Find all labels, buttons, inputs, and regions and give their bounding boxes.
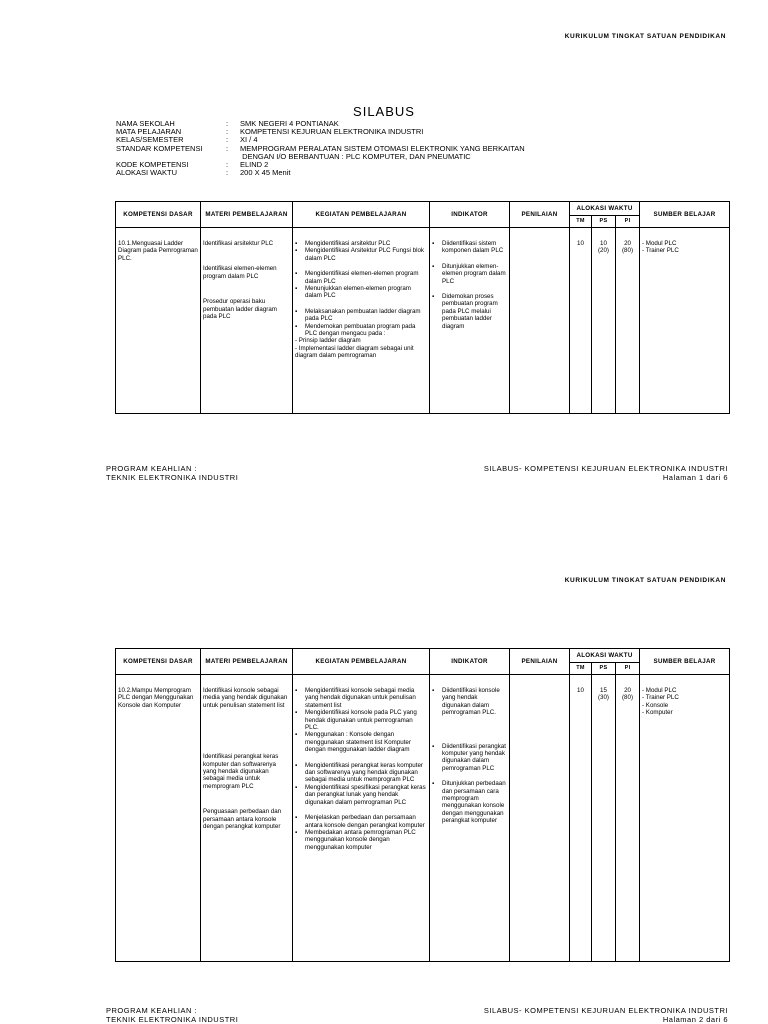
meta-value: 200 X 45 Menit bbox=[240, 168, 291, 178]
header-indikator: INDIKATOR bbox=[430, 202, 510, 228]
header-penilaian: PENILAIAN bbox=[510, 649, 570, 675]
cell-indikator bbox=[430, 675, 510, 962]
kegiatan-item: ▪ Membedakan antara pemrograman PLC menggunakan konsole dengan menggunakan komputer bbox=[295, 829, 427, 851]
kegiatan-subitem: - Implementasi ladder diagram sebagai unit diagram dalam pemrograman bbox=[295, 344, 414, 360]
header-alokasi: ALOKASI WAKTU bbox=[570, 202, 640, 216]
page2-footer-left bbox=[106, 1007, 238, 1024]
ps-value: 15 (30) bbox=[597, 687, 609, 702]
cell-penilaian bbox=[510, 675, 570, 962]
kegiatan-item: ▪ Mendemokan pembuatan program pada PLC dengan mengacu pada : bbox=[295, 323, 427, 338]
indikator-item: ▪ Diidentifikasi perangkat komputer yang hendak digunakan dalam pemrograman PLC bbox=[432, 743, 507, 773]
footer-page-number: Halaman 1 dari 6 bbox=[662, 472, 728, 482]
page2-footer-right bbox=[484, 1007, 728, 1024]
pi-value: 20 (80) bbox=[622, 240, 634, 255]
cell-kegiatan bbox=[293, 675, 430, 962]
cell-kegiatan bbox=[293, 228, 430, 414]
materi-item: Identifikasi elemen-elemen program dalam PLC bbox=[203, 265, 277, 280]
footer-program-value: TEKNIK ELEKTRONIKA INDUSTRI bbox=[106, 472, 239, 482]
tm-value: 10 bbox=[577, 240, 584, 247]
syllabus-table-1 bbox=[115, 201, 730, 414]
syllabus-table-2 bbox=[115, 648, 730, 962]
meta-key: KELAS/SEMESTER bbox=[116, 135, 184, 145]
cell-sumber bbox=[640, 228, 730, 414]
sumber-item: - Konsole bbox=[642, 701, 669, 709]
sumber-item: - Trainer PLC bbox=[642, 247, 679, 255]
cell-ps bbox=[592, 228, 616, 414]
meta-value: KOMPETENSI KEJURUAN ELEKTRONIKA INDUSTRI bbox=[240, 127, 424, 137]
meta-key: NAMA SEKOLAH bbox=[116, 119, 175, 128]
page1-footer-right bbox=[484, 465, 728, 482]
syllabus-meta: NAMA SEKOLAH : SMK NEGERI 4 PONTIANAK MATA PELAJARAN : KOMPETENSI KEJURUAN ELEKTRONIKA INDUSTRI KELAS/SEMESTER : XI / 4 STANDAR KOMPETENSI : MEMPROGRAM PERALATAN SISTEM OTOMASI ELEKTRONIK YANG BERKAITAN DENGAN I/O BERBANTUAN : PLC KOMPUTER, DAN PNEUMATIC KODE KOMPETENSI : ELIND 2 ALOKASI WAKTU : 200 X 45 Menit bbox=[116, 119, 525, 178]
document-title: SILABUS bbox=[353, 104, 415, 119]
kegiatan-subitem: - Prinsip ladder diagram bbox=[295, 337, 361, 345]
kegiatan-item: ▪ Menjelaskan perbedaan dan persamaan antara konsole dengan perangkat komputer bbox=[295, 814, 427, 829]
header-kegiatan: KEGIATAN PEMBELAJARAN bbox=[293, 649, 430, 675]
indikator-item: ▪ Diidentifikasi konsole yang hendak digunakan dalam pemrograman PLC. bbox=[432, 687, 507, 717]
page1-header: KURIKULUM TINGKAT SATUAN PENDIDIKAN bbox=[564, 33, 726, 40]
kegiatan-item: ▪ Mengidentifikasi elemen-elemen program dalam PLC bbox=[295, 270, 427, 285]
cell-tm bbox=[570, 675, 592, 962]
kegiatan-item: ▪ Mengidentifikasi spesifikasi perangkat keras dan perangkat lunak yang hendak digunakan dalam pemrograman PLC bbox=[295, 784, 427, 806]
kegiatan-item: ▪ Mengidentifikasi konsole sebagai media yang hendak digunakan untuk penulisan statement list bbox=[295, 687, 427, 709]
footer-doc-title: SILABUS- KOMPETENSI KEJURUAN ELEKTRONIKA INDUSTRI bbox=[483, 1006, 728, 1015]
cell-pi bbox=[616, 228, 640, 414]
header-tm: TM bbox=[570, 216, 592, 228]
sumber-item: - Trainer PLC bbox=[642, 694, 679, 702]
footer-program-label: PROGRAM KEAHLIAN : bbox=[106, 1006, 198, 1015]
header-materi: MATERI PEMBELAJARAN bbox=[201, 649, 293, 675]
header-sumber: SUMBER BELAJAR bbox=[640, 649, 730, 675]
kegiatan-item: ▪ Mengidentifikasi arsitektur PLC bbox=[295, 240, 427, 247]
header-materi: MATERI PEMBELAJARAN bbox=[201, 202, 293, 228]
meta-key: STANDAR KOMPETENSI bbox=[116, 143, 203, 153]
cell-indikator bbox=[430, 228, 510, 414]
footer-doc-title: SILABUS- KOMPETENSI KEJURUAN ELEKTRONIKA INDUSTRI bbox=[483, 464, 728, 473]
meta-value: MEMPROGRAM PERALATAN SISTEM OTOMASI ELEKTRONIK YANG BERKAITAN DENGAN I/O BERBANTUAN : PLC KOMPUTER, DAN PNEUMATIC bbox=[240, 143, 525, 161]
materi-item: Identifikasi perangkat keras komputer dan softwarenya yang hendak digunakan sebagai media untuk memprogram PLC bbox=[203, 753, 279, 790]
header-ps: PS bbox=[592, 216, 616, 228]
meta-key: KODE KOMPETENSI bbox=[116, 160, 189, 170]
pi-value: 20 (80) bbox=[622, 687, 634, 702]
kegiatan-item: ▪ Mengidentifikasi konsole pada PLC yang hendak digunakan untuk pemrograman PLC. bbox=[295, 709, 427, 731]
cell-pi bbox=[616, 675, 640, 962]
header-kompetensi: KOMPETENSI DASAR bbox=[116, 202, 201, 228]
meta-key: ALOKASI WAKTU bbox=[116, 168, 177, 178]
indikator-item: ▪ Ditunjukkan elemen-elemen program dalam PLC bbox=[432, 263, 507, 285]
header-sumber: SUMBER BELAJAR bbox=[640, 202, 730, 228]
page1-footer-left bbox=[106, 465, 238, 482]
kompetensi-text: 10.1.Menguasai Ladder Diagram pada Pemrograman PLC. bbox=[118, 240, 198, 262]
kompetensi-text: 10.2.Mampu Memprogram PLC dengan Menggunakan Konsole dan Komputer bbox=[118, 687, 194, 709]
sumber-item: - Modul PLC bbox=[642, 687, 677, 694]
meta-value: ELIND 2 bbox=[240, 160, 269, 170]
footer-page-number: Halaman 2 dari 6 bbox=[662, 1014, 728, 1024]
materi-item: Identifikasi konsole sebagai media yang hendak digunakan untuk penulisan statement list bbox=[203, 687, 288, 709]
cell-kompetensi bbox=[116, 675, 201, 962]
sumber-item: - Komputer bbox=[642, 709, 673, 717]
footer-program-value: TEKNIK ELEKTRONIKA INDUSTRI bbox=[106, 1014, 239, 1024]
meta-value: SMK NEGERI 4 PONTIANAK bbox=[240, 119, 339, 128]
cell-ps bbox=[592, 675, 616, 962]
header-pi: PI bbox=[616, 216, 640, 228]
page2-header: KURIKULUM TINGKAT SATUAN PENDIDIKAN bbox=[564, 577, 726, 584]
meta-key: MATA PELAJARAN bbox=[116, 127, 182, 137]
kegiatan-item: ▪ Mengidentifikasi perangkat keras komputer dan softwarenya yang hendak digunakan sebagai media untuk memprogram PLC bbox=[295, 762, 427, 784]
header-pi: PI bbox=[616, 663, 640, 675]
kegiatan-item: ▪ Menggunakan : Konsole dengan menggunakan statement list Komputer dengan menggunakan ladder diagram bbox=[295, 731, 427, 753]
footer-program-label: PROGRAM KEAHLIAN : bbox=[106, 464, 198, 473]
materi-item: Penguasaan perbedaan dan persamaan antara konsole dengan perangkat komputer bbox=[203, 808, 282, 831]
header-tm: TM bbox=[570, 663, 592, 675]
header-alokasi: ALOKASI WAKTU bbox=[570, 649, 640, 663]
cell-tm bbox=[570, 228, 592, 414]
header-penilaian: PENILAIAN bbox=[510, 202, 570, 228]
materi-item: Prosedur operasi baku pembuatan ladder diagram pada PLC bbox=[203, 298, 277, 321]
meta-value: XI / 4 bbox=[240, 135, 258, 145]
cell-penilaian bbox=[510, 228, 570, 414]
header-kegiatan: KEGIATAN PEMBELAJARAN bbox=[293, 202, 430, 228]
cell-kompetensi bbox=[116, 228, 201, 414]
header-ps: PS bbox=[592, 663, 616, 675]
indikator-item: ▪ Diidentifikasi sistem komponen dalam PLC bbox=[432, 240, 507, 255]
cell-sumber bbox=[640, 675, 730, 962]
cell-materi bbox=[201, 228, 293, 414]
kegiatan-item: ▪ Mengidentifikasi Arsitektur PLC Fungsi blok dalam PLC bbox=[295, 247, 427, 262]
kegiatan-item: ▪ Menunjukkan elemen-elemen program dalam PLC bbox=[295, 285, 427, 300]
header-kompetensi: KOMPETENSI DASAR bbox=[116, 649, 201, 675]
materi-item: Identifikasi arsitektur PLC bbox=[203, 240, 274, 247]
header-indikator: INDIKATOR bbox=[430, 649, 510, 675]
indikator-item: ▪ Ditunjukkan perbedaan dan persamaan cara memprogram menggunakan konsole dengan menggunakan perangkat komputer bbox=[432, 780, 507, 824]
indikator-item: ▪ Didemokan proses pembuatan program pada PLC melalui pembuatan ladder diagram bbox=[432, 293, 507, 330]
ps-value: 10 (20) bbox=[597, 240, 609, 255]
tm-value: 10 bbox=[577, 687, 584, 694]
kegiatan-item: ▪ Melaksanakan pembuatan ladder diagram pada PLC bbox=[295, 308, 427, 323]
sumber-item: - Modul PLC bbox=[642, 240, 677, 247]
cell-materi bbox=[201, 675, 293, 962]
